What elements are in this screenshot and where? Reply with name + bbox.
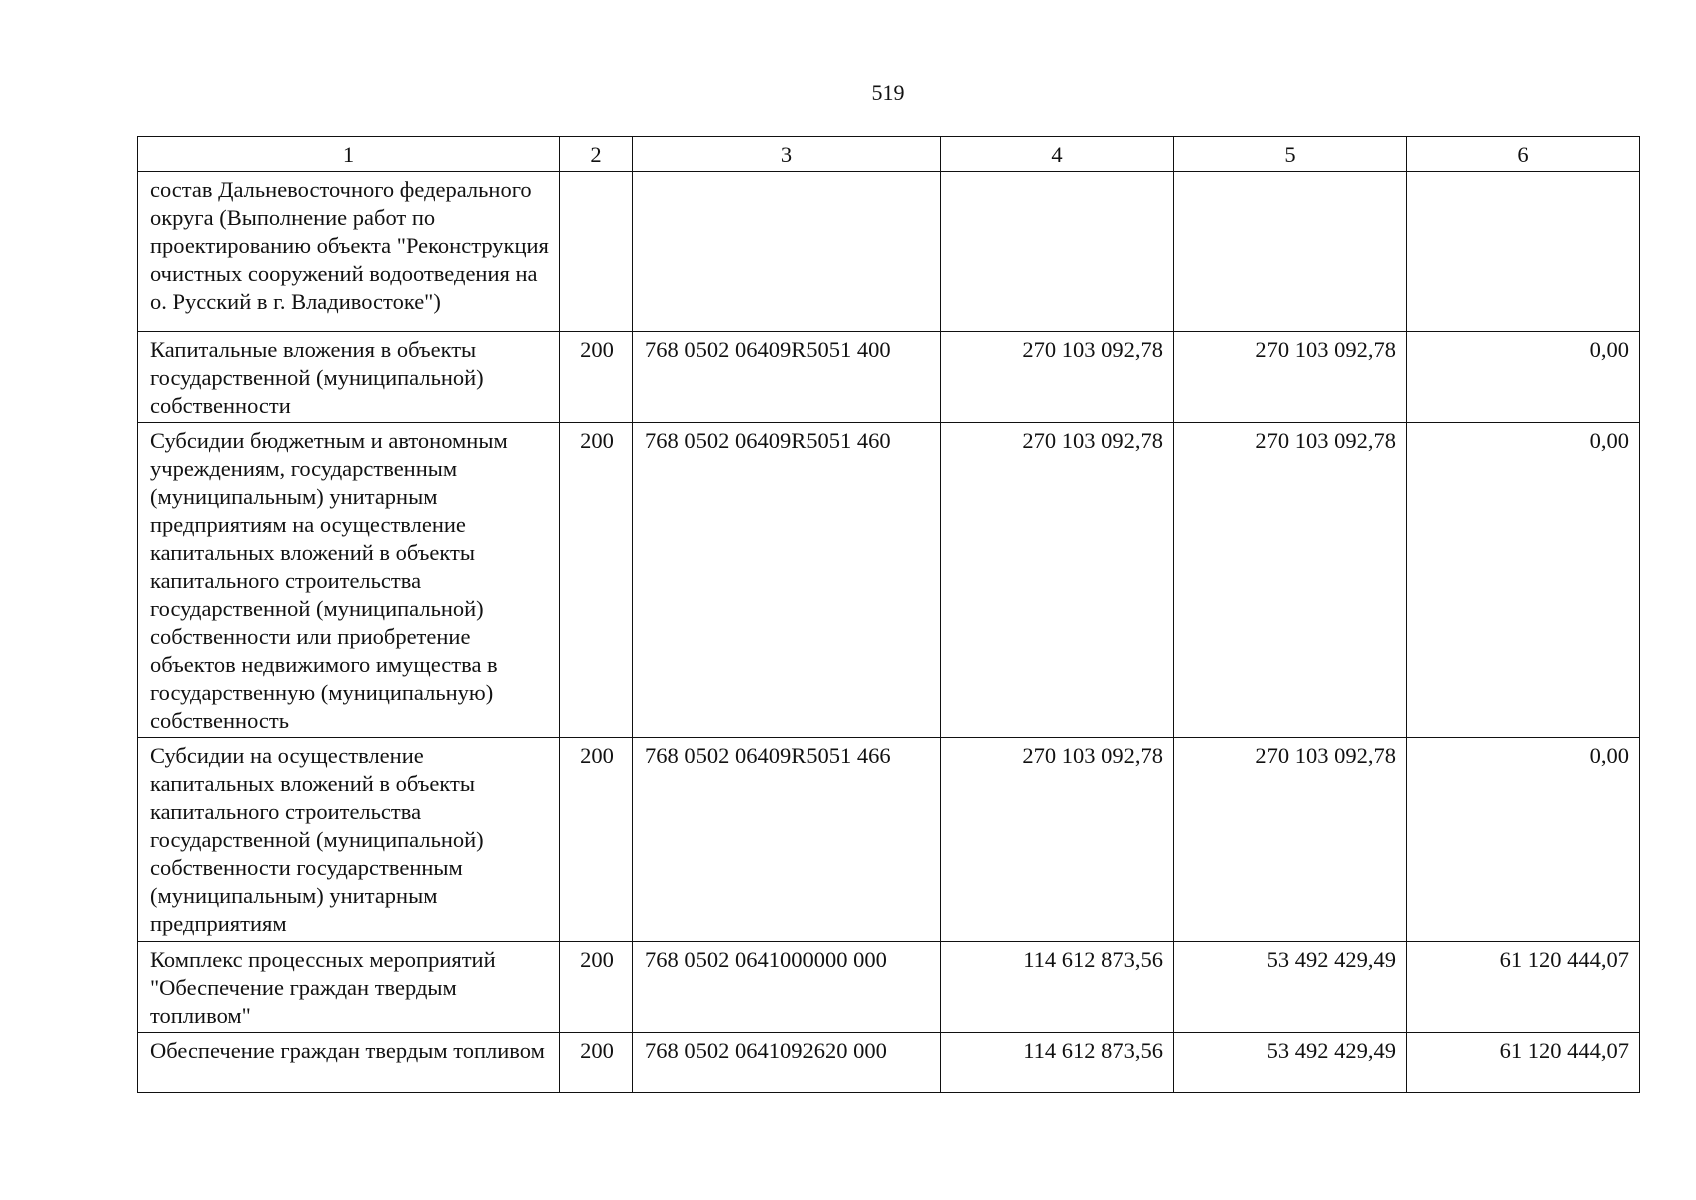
row-value-6-cell: 0,00: [1407, 423, 1640, 738]
row-value-5-cell: 53 492 429,49: [1174, 942, 1407, 1033]
row-value-6-cell: 0,00: [1407, 738, 1640, 942]
row-value-5-cell: 270 103 092,78: [1174, 738, 1407, 942]
row-grbs-cell: 200: [560, 942, 633, 1033]
row-grbs-cell: 200: [560, 332, 633, 423]
table-row: [138, 172, 1640, 332]
row-value-6-cell: 61 120 444,07: [1407, 942, 1640, 1033]
budget-table: [137, 136, 1640, 1093]
row-code-cell: 768 0502 0641092620 000: [633, 1033, 941, 1093]
row-name-cell: Субсидии на осуществление капитальных вложений в объекты капитального строительства государственной (муниципальной) собственности государственным (муниципальным) унитарным предприятиям: [138, 738, 560, 942]
table-row: [138, 738, 1640, 942]
row-name-cell: Обеспечение граждан твердым топливом: [138, 1033, 560, 1093]
column-header: 2: [560, 137, 633, 172]
column-header: 1: [138, 137, 560, 172]
row-name-cell: состав Дальневосточного федерального округа (Выполнение работ по проектированию объекта "Реконструкция очистных сооружений водоотведения на о. Русский в г. Владивостоке"): [138, 172, 560, 332]
row-value-4-cell: 270 103 092,78: [941, 738, 1174, 942]
column-header: 3: [633, 137, 941, 172]
column-number-row: [138, 137, 1640, 172]
row-name-cell: Субсидии бюджетным и автономным учреждениям, государственным (муниципальным) унитарным предприятиям на осуществление капитальных вложений в объекты капитального строительства государственной (муниципальной) собственности или приобретение объектов недвижимого имущества в государственную (муниципальную) собственность: [138, 423, 560, 738]
table-row: [138, 942, 1640, 1033]
page-number: 519: [871, 80, 905, 105]
row-value-5-cell: 53 492 429,49: [1174, 1033, 1407, 1093]
row-code-cell: 768 0502 06409R5051 466: [633, 738, 941, 942]
row-value-6-cell: 61 120 444,07: [1407, 1033, 1640, 1093]
row-value-6-cell: [1407, 172, 1640, 332]
column-header: 4: [941, 137, 1174, 172]
row-value-4-cell: 270 103 092,78: [941, 423, 1174, 738]
row-code-cell: 768 0502 06409R5051 400: [633, 332, 941, 423]
table-row: [138, 1033, 1640, 1093]
row-value-4-cell: 114 612 873,56: [941, 942, 1174, 1033]
column-header: 6: [1407, 137, 1640, 172]
row-code-cell: 768 0502 06409R5051 460: [633, 423, 941, 738]
row-value-5-cell: 270 103 092,78: [1174, 423, 1407, 738]
row-grbs-cell: 200: [560, 738, 633, 942]
table-row: [138, 332, 1640, 423]
row-grbs-cell: [560, 172, 633, 332]
row-code-cell: [633, 172, 941, 332]
table-row: [138, 423, 1640, 738]
row-value-4-cell: 270 103 092,78: [941, 332, 1174, 423]
row-value-5-cell: [1174, 172, 1407, 332]
row-grbs-cell: 200: [560, 1033, 633, 1093]
row-name-cell: Комплекс процессных мероприятий "Обеспечение граждан твердым топливом": [138, 942, 560, 1033]
row-name-cell: Капитальные вложения в объекты государственной (муниципальной) собственности: [138, 332, 560, 423]
row-value-5-cell: 270 103 092,78: [1174, 332, 1407, 423]
row-grbs-cell: 200: [560, 423, 633, 738]
row-value-4-cell: 114 612 873,56: [941, 1033, 1174, 1093]
row-value-4-cell: [941, 172, 1174, 332]
row-code-cell: 768 0502 0641000000 000: [633, 942, 941, 1033]
column-header: 5: [1174, 137, 1407, 172]
row-value-6-cell: 0,00: [1407, 332, 1640, 423]
